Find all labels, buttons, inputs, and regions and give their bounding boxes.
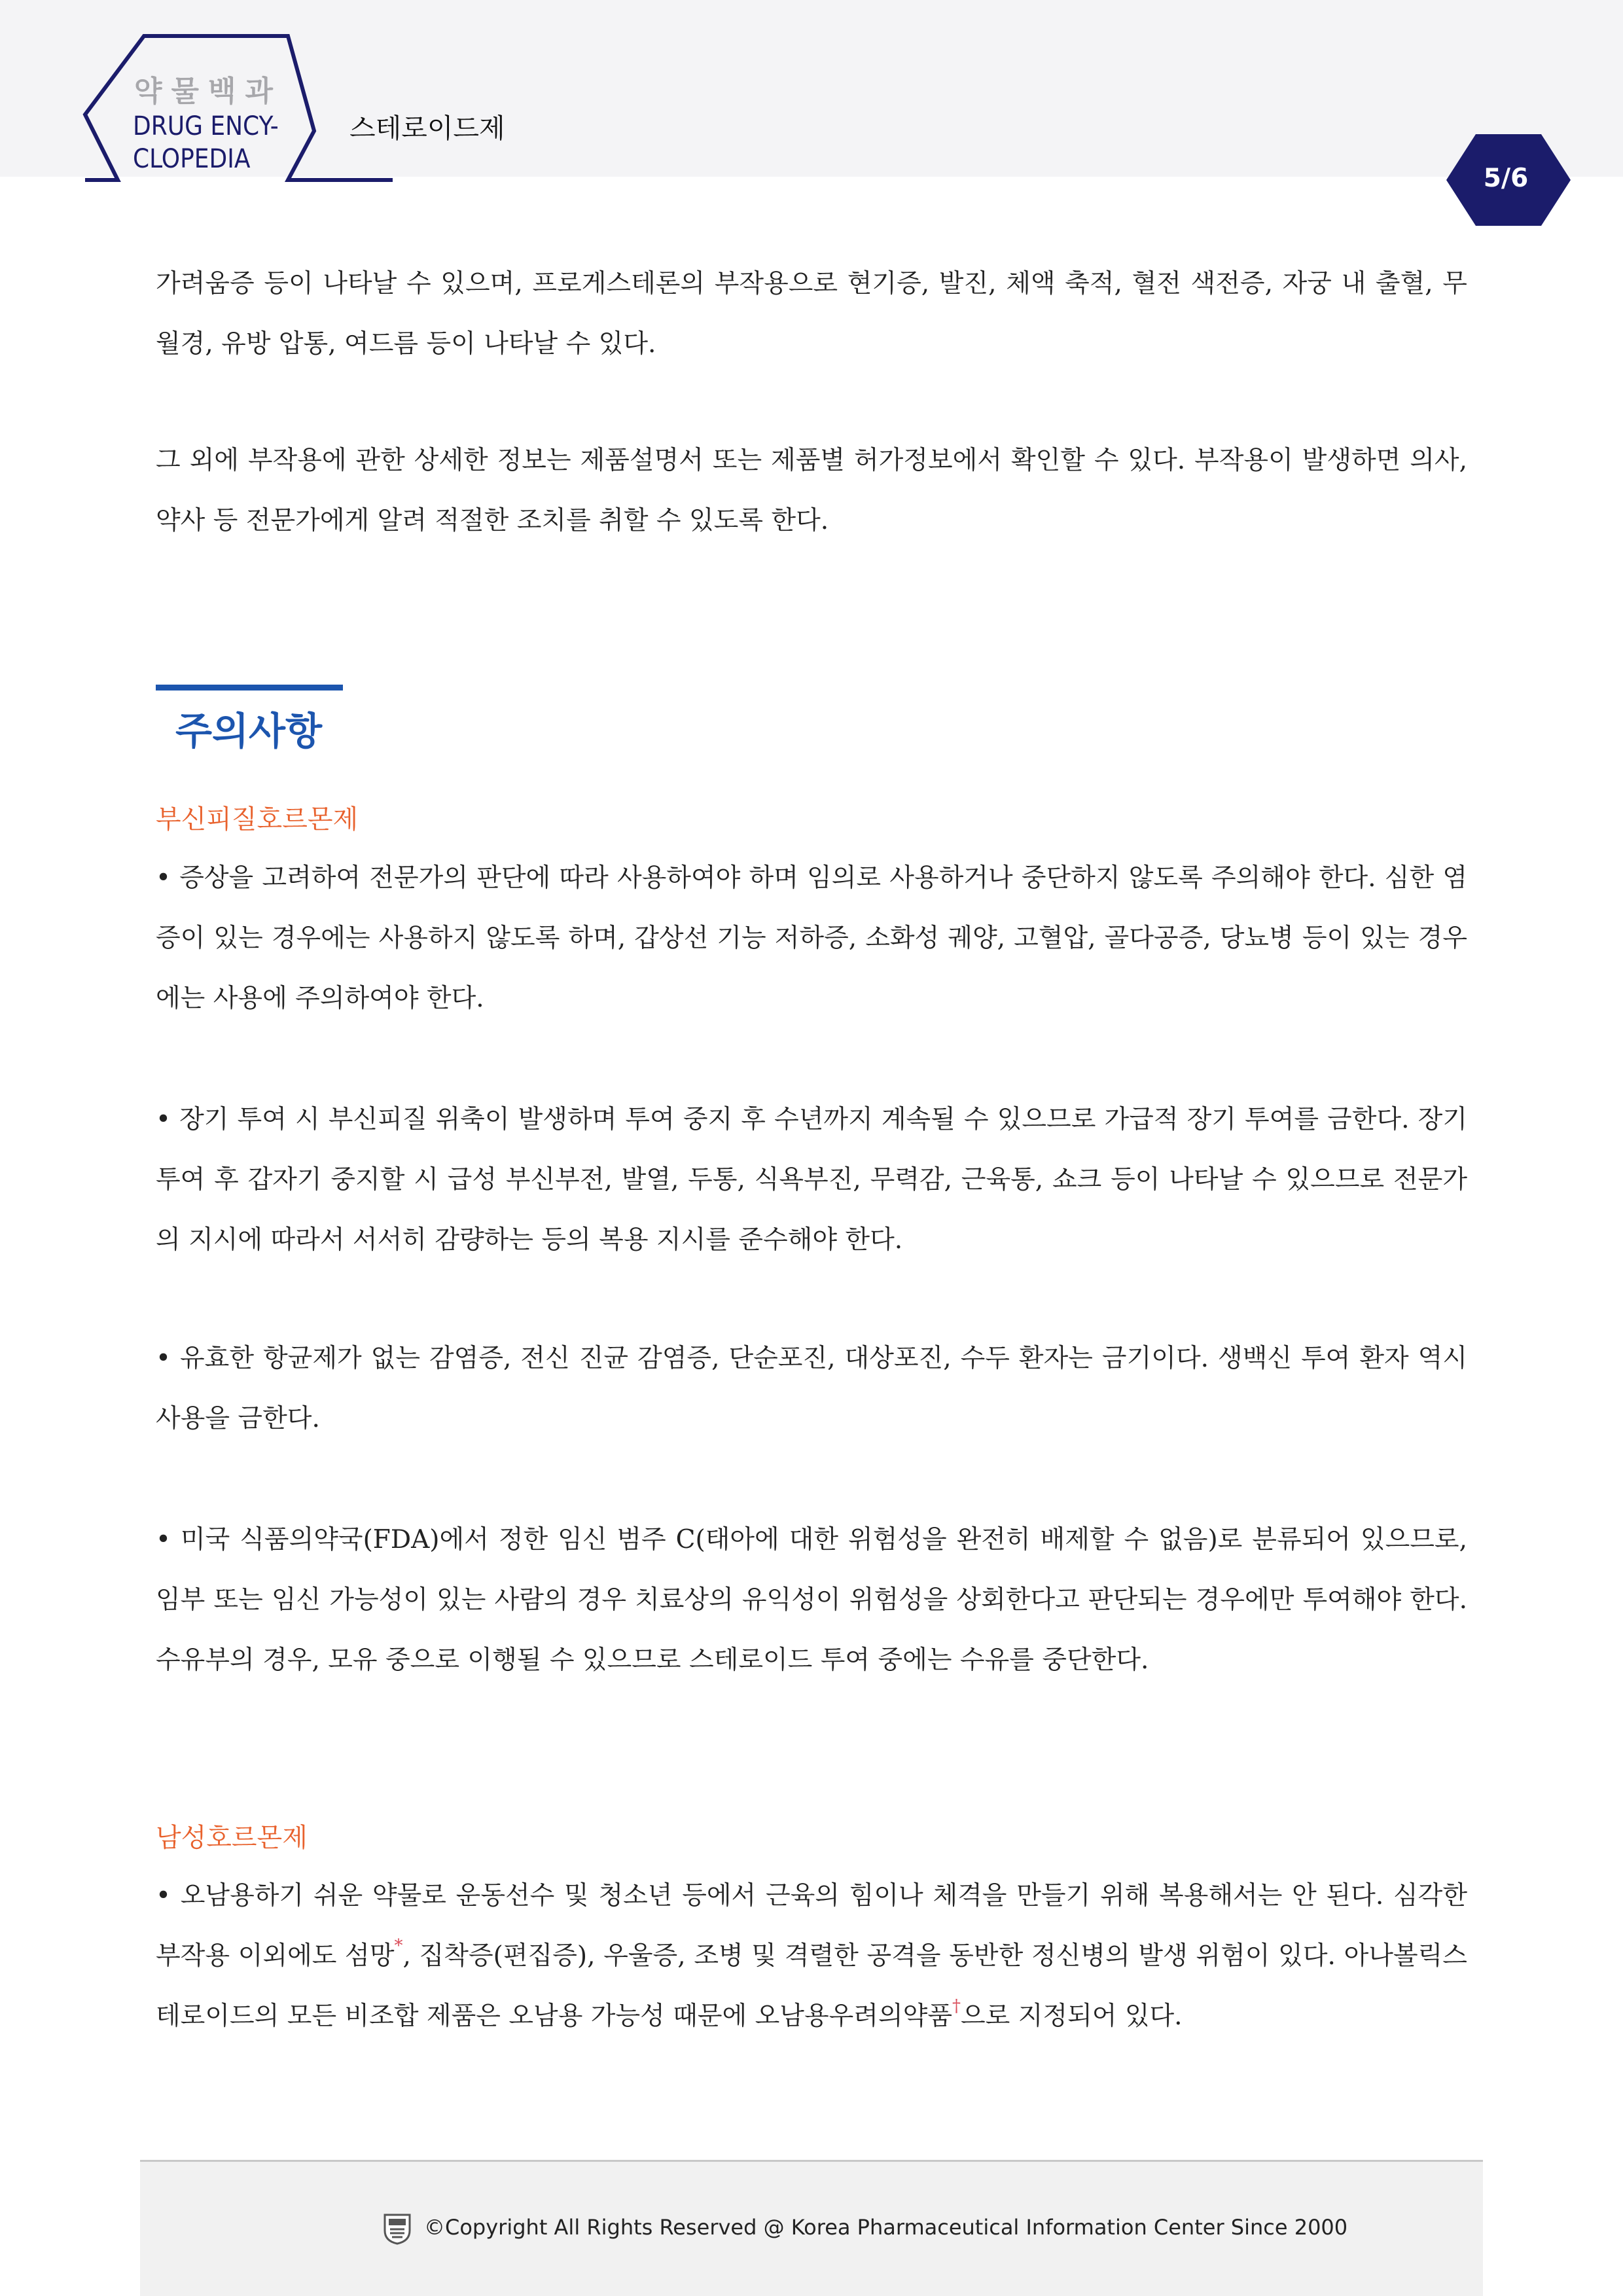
- logo-korean-text: 약물백과: [134, 75, 283, 108]
- bullet-text-part2: , 집착증(편집증), 우울증, 조병 및 격렬한 공격을 동반한 정신병의 발생 위험이 있다. 아나볼릭스테로이드의 모든 비조합 제품은 오남용 가능성 때문에 오남용우려의약품: [156, 1941, 1467, 2031]
- section-title: 주의사항: [175, 709, 323, 753]
- footer-copyright: ©Copyright All Rights Reserved @ Korea Pharmaceutical Information Center Since 2000: [424, 2215, 1348, 2240]
- bullet-text: [156, 1866, 1467, 2047]
- document-title: 스테로이드제: [349, 113, 505, 144]
- emblem-icon: [382, 2212, 412, 2245]
- bullet-text: • 장기 투여 시 부신피질 위축이 발생하며 투여 중지 후 수년까지 계속될 수 있으므로 가급적 장기 투여를 금한다. 장기 투여 후 갑자기 중지할 시 급성 부신부전, 발열, 두통, 식욕부진, 무력감, 근육통, 쇼크 등이 나타날 수 있으므로 전문가의 지시에 따라서 서서히 감량하는 등의 복용 지시를 준수해야 한다.: [156, 1105, 1467, 1255]
- bullet-item: [156, 1329, 1467, 1449]
- bullet-text: • 미국 식품의약국(FDA)에서 정한 임신 범주 C(태아에 대한 위험성을 완전히 배제할 수 없음)로 분류되어 있으므로, 임부 또는 임신 가능성이 있는 사람의 경우 치료상의 유익성이 위험성을 상회한다고 판단되는 경우에만 투여해야 한다. 수유부의 경우, 모유 중으로 이행될 수 있으므로 스테로이드 투여 중에는 수유를 중단한다.: [156, 1525, 1467, 1675]
- intro-text-1: 가려움증 등이 나타날 수 있으며, 프로게스테론의 부작용으로 현기증, 발진, 체액 축적, 혈전 색전증, 자궁 내 출혈, 무월경, 유방 압통, 여드름 등이 나타날 수 있다.: [156, 269, 1467, 359]
- bullet-text: • 유효한 항균제가 없는 감염증, 전신 진균 감염증, 단순포진, 대상포진, 수두 환자는 금기이다. 생백신 투여 환자 역시 사용을 금한다.: [156, 1344, 1467, 1433]
- intro-text-2: 그 외에 부작용에 관한 상세한 정보는 제품설명서 또는 제품별 허가정보에서 확인할 수 있다. 부작용이 발생하면 의사, 약사 등 전문가에게 알려 적절한 조치를 취할 수 있도록 한다.: [156, 446, 1467, 535]
- bullet-item: [156, 1090, 1467, 1270]
- bullet-text: • 증상을 고려하여 전문가의 판단에 따라 사용하여야 하며 임의로 사용하거나 중단하지 않도록 주의해야 한다. 심한 염증이 있는 경우에는 사용하지 않도록 하며, 갑상선 기능 저하증, 소화성 궤양, 고혈압, 골다공증, 당뇨병 등이 있는 경우에는 사용에 주의하여야 한다.: [156, 863, 1467, 1013]
- bullet-text-part3: 으로 지정되어 있다.: [961, 2001, 1183, 2031]
- intro-paragraph-2: [156, 431, 1467, 551]
- subheading-corticosteroids: 부신피질호르몬제: [156, 804, 359, 834]
- footer-divider: [140, 2160, 1483, 2162]
- bullet-text-part1: • 오남용하기 쉬운 약물로 운동선수 및 청소년 등에서 근육의 힘이나 체격을 만들기 위해 복용해서는 안 된다. 심각한 부작용 이외에도 섬망: [156, 1881, 1467, 1971]
- footnote-mark-asterisk: *: [394, 1936, 403, 1956]
- section-title-bar: [156, 685, 343, 691]
- subheading-androgens: 남성호르몬제: [156, 1823, 308, 1853]
- logo-english-text: [133, 110, 323, 175]
- bullet-item: [156, 1866, 1467, 2047]
- intro-paragraph-1: [156, 254, 1467, 374]
- bullet-item: [156, 1510, 1467, 1691]
- logo-english-line1: DRUG ENCY-: [133, 111, 279, 141]
- logo-english-line2: CLOPEDIA: [133, 144, 251, 174]
- bullet-item: [156, 848, 1467, 1029]
- page-indicator: 5/6: [1483, 164, 1529, 193]
- footnote-mark-dagger: †: [952, 1996, 961, 2016]
